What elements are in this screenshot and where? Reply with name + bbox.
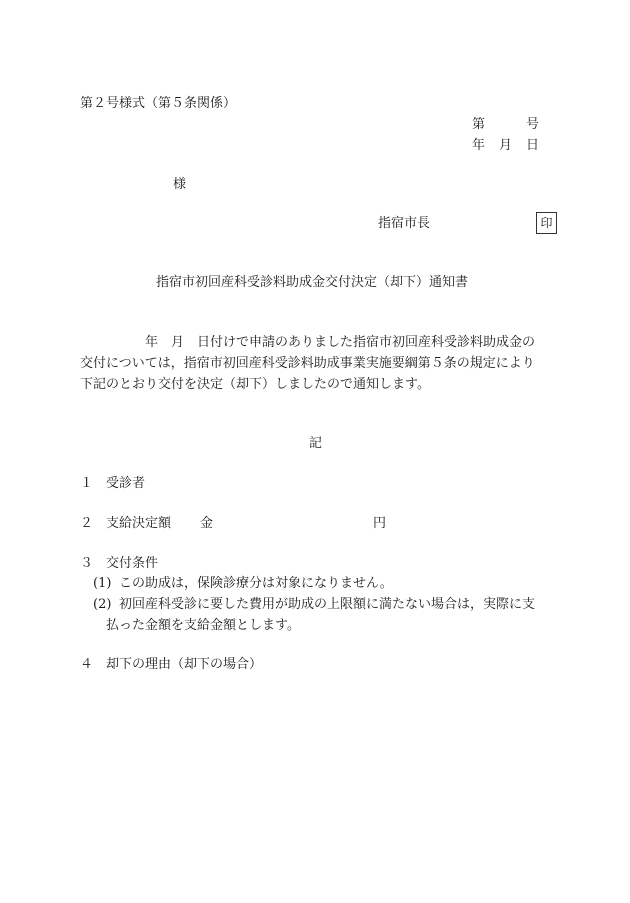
item3-number: ３ (80, 556, 94, 571)
item2-label: 支給決定額 (106, 516, 172, 531)
date-year: 年 (472, 138, 486, 153)
form-label: 第２号様式（第５条関係） (80, 96, 237, 111)
item2-amount-prefix: 金 (200, 516, 214, 531)
recipient-honorific: 様 (173, 177, 187, 192)
condition1-marker: (1) (93, 576, 112, 591)
issuer-title: 指宿市長 (378, 216, 431, 231)
item4-number: ４ (80, 657, 94, 672)
document-title: 指宿市初回産科受診料助成金交付決定（却下）通知書 (156, 275, 469, 290)
seal-box (536, 212, 557, 234)
seal-label: 印 (540, 216, 553, 230)
number-prefix: 第 (472, 117, 486, 132)
item3-label: 交付条件 (106, 556, 159, 571)
condition2-text: 初回産科受診に要した費用が助成の上限額に満たない場合は，実際に支 (119, 597, 536, 612)
body-line-2: 交付については，指宿市初回産科受診料助成事業実施要綱第５条の規定により (80, 356, 535, 371)
condition2-continuation: 払った金額を支給金額とします。 (106, 618, 300, 633)
date-month: 月 (499, 138, 513, 153)
item1-number: １ (80, 476, 94, 491)
item2-number: ２ (80, 516, 94, 531)
ki-heading: 記 (309, 436, 323, 451)
body-line-3: 下記のとおり交付を決定（却下）しましたので通知します。 (80, 377, 430, 392)
date-day: 日 (526, 138, 540, 153)
condition1-text: この助成は，保険診療分は対象になりません。 (119, 576, 393, 591)
item4-label: 却下の理由（却下の場合） (106, 657, 263, 672)
item1-label: 受診者 (106, 476, 146, 491)
body-line-1: 年 月 日付けで申請のありました指宿市初回産科受診料助成金の (80, 335, 536, 350)
item2-amount-suffix: 円 (373, 516, 387, 531)
condition2-marker: (2) (93, 597, 112, 612)
number-suffix: 号 (526, 117, 540, 132)
